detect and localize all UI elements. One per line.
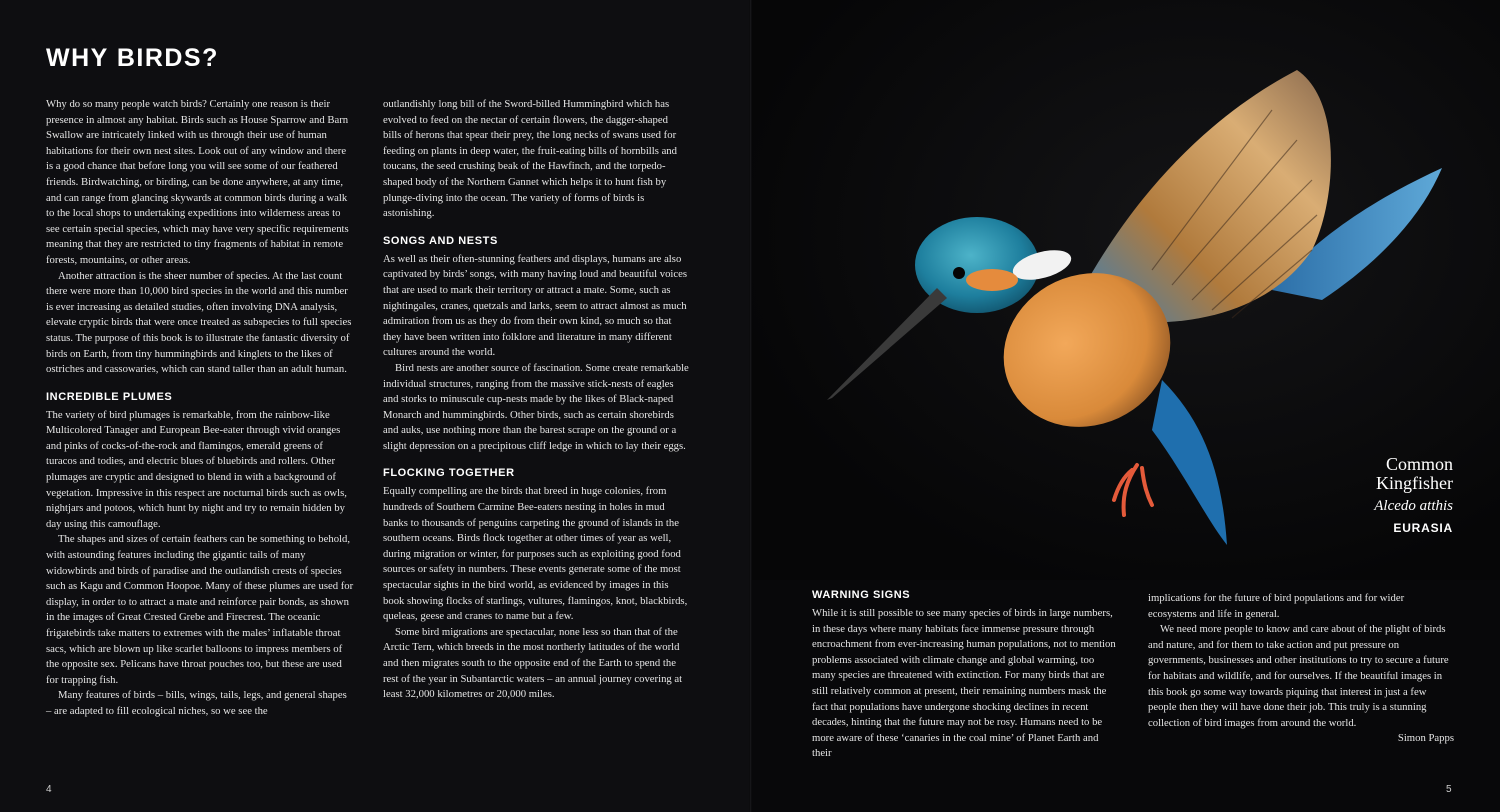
paragraph: We need more people to know and care about of the plight of birds and nature, and for them to take action and put pressure on governments, businesses and other institutions to try to secure a future for habitats and wildlife, and for ourselves. If the beautiful images in this book go some way towards piquing that interest in just a few people then they will have done their job. This truly is a stunning collection of bird images from around the world. [1148, 623, 1449, 729]
page-title: WHY BIRDS? [46, 44, 219, 72]
paragraph: Equally compelling are the birds that breed in huge colonies, from hundreds of Southern Carmine Bee-eaters nesting in holes in mud banks to thousands of penguins carpeting the ground of islands in the southern oceans. Birds flock together at other times of year as well, during migration or winter, for purposes such as exploiting good food sources or safety in numbers. These events generate some of the most spectacular sights in the bird world, as evidenced by images in this book showing flocks of starlings, vultures, flamingos, knot, blackbirds, queleas, geese and cranes to name but a few. [383, 485, 688, 623]
section-heading-songs-and-nests: SONGS AND NESTS [383, 234, 498, 247]
paragraph: Why do so many people watch birds? Certainly one reason is their presence in almost any habitat. Birds such as House Sparrow and Barn Swallow are intricately linked with us through their use of human habitations for their own nest sites. Look out of any window and there is a good chance that before long you will see some of our feathered friends. Birdwatching, or birding, can be done anywhere, at any time, and can range from glancing skywards at common birds during a walk to the local shops to undertaking expeditions into wilderness areas to see certain special species, which may have very specific requirements meaning that they are restricted to tiny fragments of habitat in remote forests, mountains, or other areas. [46, 98, 349, 266]
section-heading-warning-signs: WARNING SIGNS [812, 589, 911, 601]
page-number-left: 4 [46, 784, 52, 795]
photo-caption [1343, 455, 1453, 535]
tail [1152, 380, 1227, 545]
paragraph: Bird nests are another source of fascination. Some create remarkable individual structures, ranging from the massive stick-nests of eagles and storks to minuscule cup-nests made by the likes of Black-naped Monarch and hummingbirds. Other birds, such as certain shorebirds and auks, use nothing more than the barest scrape on the ground or a slight depression on a precipitous cliff ledge in which to lay their eggs. [383, 361, 689, 452]
section-heading-incredible-plumes: INCREDIBLE PLUMES [46, 390, 173, 403]
left-page [0, 0, 749, 812]
author-signature: Simon Papps [1397, 732, 1454, 745]
paragraph: While it is still possible to see many species of birds in large numbers, in these days where many habitats face immense pressure through encroachment from ever-increasing human populations, not to mention problems associated with climate change and global warming, too many species are threatened with extinction. For many birds that are still relatively common at present, their remaining numbers mask the fact that populations have undergone shocking declines in recent decades, hinting that the future may not be rosy. Humans need to be more aware of these ‘canaries in the coal mine’ of Planet Earth and their [812, 607, 1116, 760]
paragraph: Another attraction is the sheer number of species. At the last count there were more than 10,000 bird species in the world and this number is ever increasing as detailed studies, often involving DNA analysis, elevate cryptic birds that were once treated as subspecies to full species status. The purpose of this book is to illustrate the fantastic diversity of birds on Earth, from tiny hummingbirds and kinglets to the likes of ostriches and cassowaries, which can stand taller than an adult human. [46, 269, 352, 376]
paragraph: implications for the future of bird populations and for wider ecosystems and life in general. [1148, 592, 1405, 620]
caption-latin-name: Alcedo atthis [1374, 498, 1453, 514]
paragraph: Some bird migrations are spectacular, none less so than that of the Arctic Tern, which breeds in the most northerly latitudes of the world and then migrates south to the opposite end of the Earth to spend the rest of the year in Subantarctic waters – an annual journey covering at least 32,000 kilometres or 20,000 miles. [383, 625, 683, 701]
section-heading-flocking-together: FLOCKING TOGETHER [383, 467, 515, 480]
feet [1114, 465, 1152, 515]
paragraph: The variety of bird plumages is remarkable, from the rainbow-like Multicolored Tanager and European Bee-eater through vivid oranges and pinks of cocks-of-the-rock and flamingos, emerald greens of turacos and todies, and electric blues of bluebirds and rollers. Other plumages are cryptic and designed to blend in with a background of vegetation. Impressive in this respect are nocturnal birds such as owls, nightjars and potoos, which hunt by night and try to remain hidden by day using this camouflage. [46, 408, 347, 530]
eye [953, 267, 965, 279]
text-column-2 [383, 97, 689, 703]
caption-region: EURASIA [1393, 521, 1453, 535]
text-column-1 [46, 97, 354, 720]
paragraph: The shapes and sizes of certain feathers can be something to behold, with astounding features including the gigantic tails of many widowbirds and birds of paradise and the outlandish crests of species such as Kagu and Common Hoopoe. Many of these plumes are used for display, in order to to attract a mate and reinforce pair bonds, as shown in the images of Great Crested Grebe and Firecrest. The oceanic frigatebirds take matters to extremes with the males’ inflatable throat sacs, which are blown up like scarlet balloons to impress members of the opposite sex. Pelicans have throat pouches too, but these are used for trapping fish. [46, 533, 354, 686]
paragraph: As well as their often-stunning feathers and displays, humans are also captivated by birds’ songs, with many having loud and beautiful voices that are used to mark their territory or attract a mate. Some, such as nightingales, cranes, quetzals and larks, seem to attract almost as much admiration from us as they do from their own kind, so much so that they have been written into folklore and literature in many different cultures around the world. [383, 252, 688, 359]
cheek [966, 269, 1018, 291]
text-column-3 [812, 588, 1118, 762]
page-number-right: 5 [1446, 784, 1452, 795]
caption-common-name: Common Kingfisher [1376, 454, 1453, 493]
paragraph: Many features of birds – bills, wings, tails, legs, and general shapes – are adapted to fill ecological niches, so we see the [46, 689, 347, 717]
paragraph: outlandishly long bill of the Sword-billed Hummingbird which has evolved to feed on the nectar of certain flowers, the dagger-shaped bills of herons that spear their prey, the long necks of swans used for feeding on plants in deep water, the fruit-eating bills of hornbills and toucans, the seed crushing beak of the Hawfinch, and the torpedo-shaped body of the Northern Gannet which helps it to hunt fish by plunge-diving into the ocean. The variety of forms of birds is astonishing. [383, 98, 677, 220]
beak [827, 288, 947, 400]
kingfisher-photo [752, 0, 1500, 580]
text-column-4 [1148, 591, 1454, 747]
